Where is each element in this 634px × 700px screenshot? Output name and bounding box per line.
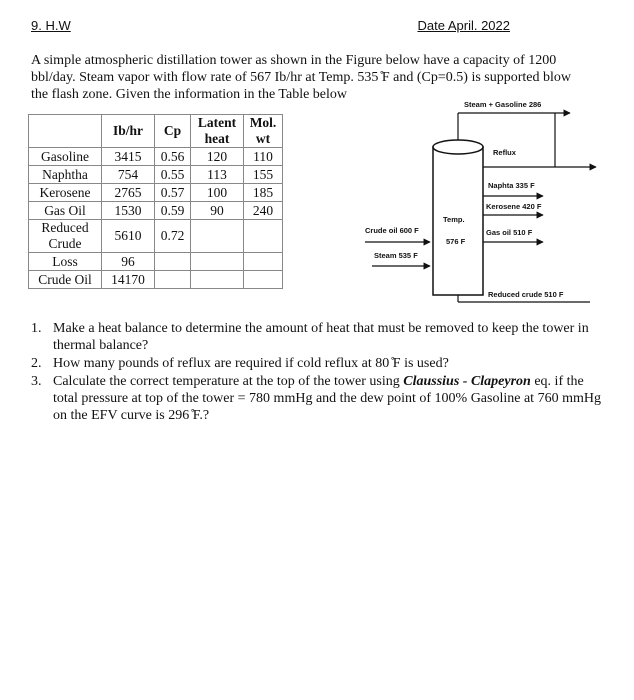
table-row [29,271,283,289]
gas-oil-label: Gas oil 510 F [486,228,533,237]
table-header-cell [29,115,102,148]
table-cell: 240 [244,202,283,220]
question-text: How many pounds of reflux are required if cold reflux at 80 ̊F is used? [53,356,449,371]
table-row [29,184,283,202]
table-cell: 185 [244,184,283,202]
component-name-cell: Loss [29,253,102,271]
question-item [31,373,611,424]
table-cell [191,253,244,271]
table-cell: 155 [244,166,283,184]
table-cell: 2765 [102,184,155,202]
table-cell [155,253,191,271]
equation-name: Claussius - Clapeyron [403,374,531,389]
question-text: Make a heat balance to determine the amount of heat that must be removed to keep the tower in thermal balance? [53,321,589,353]
steam-feed-label: Steam 535 F [374,251,418,260]
table-cell: 0.55 [155,166,191,184]
component-name-cell: Kerosene [29,184,102,202]
table-row [29,166,283,184]
reflux-label: Reflux [493,148,516,157]
question-number: 2. [31,356,42,371]
kerosene-label: Kerosene 420 F [486,202,542,211]
table-cell [191,271,244,289]
table-cell: 0.57 [155,184,191,202]
component-name-cell: Naphtha [29,166,102,184]
data-table [28,114,283,289]
component-name-cell: Gasoline [29,148,102,166]
crude-feed-label: Crude oil 600 F [365,226,419,235]
table-cell [155,271,191,289]
table-header-cell: Mol. wt [244,115,283,148]
question-number: 1. [31,321,42,336]
table-cell: 0.59 [155,202,191,220]
distillation-tower-figure [360,95,610,310]
question-list [31,320,611,425]
table-header-cell: Ib/hr [102,115,155,148]
question-text-prefix: Calculate the correct temperature at the top of the tower using [53,374,400,389]
top-product-label: Steam + Gasoline 286 [464,100,542,109]
table-row [29,148,283,166]
table-cell: 3415 [102,148,155,166]
table-cell: 110 [244,148,283,166]
bottoms-label: Reduced crude 510 F [488,290,564,299]
table-cell [244,253,283,271]
homework-number: 9. H.W [31,18,71,33]
table-row [29,220,283,253]
component-name-cell: Crude Oil [29,271,102,289]
table-cell: 14170 [102,271,155,289]
table-cell [191,220,244,253]
table-cell: 0.56 [155,148,191,166]
table-row [29,202,283,220]
problem-intro: A simple atmospheric distillation tower as shown in the Figure below have a capacity of 1200 bbl/day. Steam vapor with flow rate of 567 Ib/hr at Temp. 535 ̊F and (Cp=0.5) is supported blow the flash zone. Given the information in the Table below [31,53,571,102]
naphtha-label: Naphta 335 F [488,181,535,190]
table-cell [244,220,283,253]
table-cell: 113 [191,166,244,184]
table-row [29,253,283,271]
table-header-cell: Latent heat [191,115,244,148]
table-cell: 90 [191,202,244,220]
table-cell: 0.72 [155,220,191,253]
component-name-cell: Reduced Crude [29,220,102,253]
component-name-cell: Gas Oil [29,202,102,220]
table-cell: 754 [102,166,155,184]
question-item [31,355,611,372]
question-number: 3. [31,374,42,389]
table-cell [244,271,283,289]
table-cell: 100 [191,184,244,202]
table-header-row [29,115,283,148]
reflux-line [483,113,596,167]
table-cell: 120 [191,148,244,166]
table-cell: 96 [102,253,155,271]
question-item [31,320,611,354]
date-label: Date April. 2022 [417,18,510,33]
table-cell: 1530 [102,202,155,220]
question-text-suffix: eq. if the total pressure at top of the tower = 780 mmHg and the dew point of 100% Gasoline at 760 mmHg on the EFV curve is 296 ̊F.? [53,374,601,423]
top-vapor-line [458,113,570,140]
temperature-value: 576 F [446,237,466,246]
temperature-label: Temp. [443,215,465,224]
table-cell: 5610 [102,220,155,253]
table-header-cell: Cp [155,115,191,148]
